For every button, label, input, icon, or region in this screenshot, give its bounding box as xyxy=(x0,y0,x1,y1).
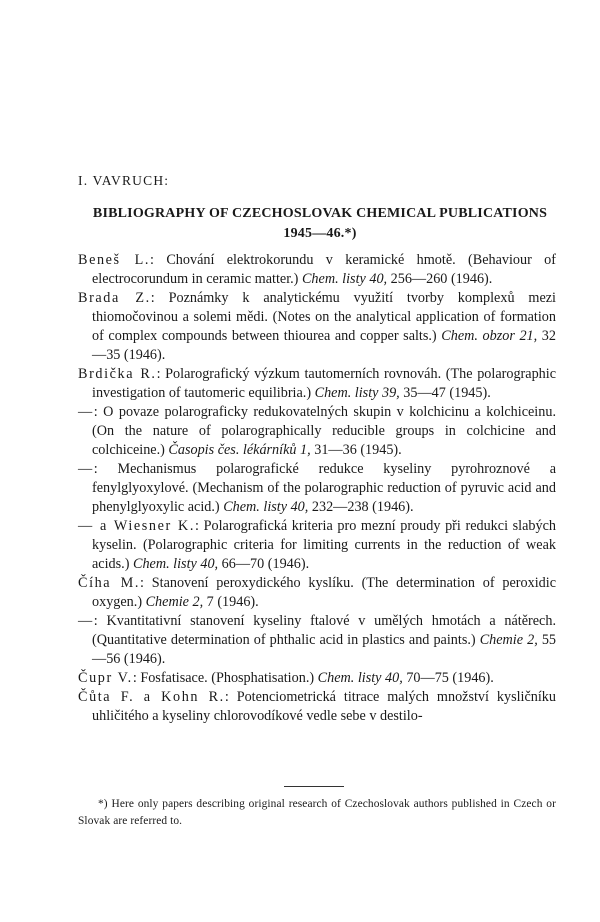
bibliography-list xyxy=(78,251,556,726)
footnote-text: *) Here only papers describing original research of Czechoslovak authors published in Czech or Slovak are referred to. xyxy=(78,798,556,827)
entry-author: Brdička R. xyxy=(78,366,157,382)
entry-pages: 55—56 (1946). xyxy=(92,632,557,667)
entry-pages: 232—238 (1946). xyxy=(308,499,414,515)
article-author: I. VAVRUCH: xyxy=(78,173,170,188)
bibliography-entry xyxy=(78,251,556,289)
entry-text: : Potenciometrická titrace malých množství kysličníku uhličitého a kyseliny chlorovodíkové vedle sebe v destilo- xyxy=(92,689,556,724)
entry-text: : Stanovení peroxydického kyslíku. (The determination of peroxidic oxygen.) xyxy=(92,575,556,610)
entry-author: Čůta F. a Kohn R. xyxy=(78,689,225,705)
entry-author: — xyxy=(78,404,94,420)
entry-text: : O povaze polarograficky redukovatelných skupin v kolchicinu a kolchiceinu. (On the nature of polarographically reducible groups in colchicine and colchiceine.) xyxy=(92,404,556,458)
entry-source: Chem. listy 39, xyxy=(314,385,400,401)
entry-source: Chem. listy 40, xyxy=(317,670,403,686)
entry-author: Čupr V. xyxy=(78,670,133,686)
entry-pages: 31—36 (1945). xyxy=(310,442,402,458)
entry-author: Číha M. xyxy=(78,575,140,591)
bibliography-entry xyxy=(78,688,556,726)
entry-pages: 7 (1946). xyxy=(203,594,259,610)
entry-author: — xyxy=(78,461,94,477)
entry-author: — a Wiesner K. xyxy=(78,518,196,534)
entry-author: — xyxy=(78,613,94,629)
bibliography-entry xyxy=(78,669,556,688)
bibliography-entry xyxy=(78,365,556,403)
entry-source: Chem. obzor 21, xyxy=(441,328,538,344)
entry-pages: 32—35 (1946). xyxy=(92,328,556,363)
entry-author: Brada Z. xyxy=(78,290,151,306)
bibliography-entry xyxy=(78,460,556,517)
bibliography-entry xyxy=(78,289,556,365)
bibliography-entry xyxy=(78,574,556,612)
entry-source: Časopis čes. lékárníků 1, xyxy=(168,442,311,458)
bibliography-entry xyxy=(78,403,556,460)
entry-text: : Chování elektrokorundu v keramické hmotě. (Behaviour of electrocorundum in ceramic matter.) xyxy=(92,252,556,287)
title-line-1: BIBLIOGRAPHY OF CZECHOSLOVAK CHEMICAL PUBLICATIONS xyxy=(92,206,548,221)
entry-author: Beneš L. xyxy=(78,252,151,268)
footnote xyxy=(78,796,556,830)
entry-pages: 66—70 (1946). xyxy=(218,556,310,572)
entry-source: Chem. listy 40, xyxy=(223,499,309,515)
entry-pages: 35—47 (1945). xyxy=(399,385,491,401)
footnote-divider xyxy=(284,786,344,787)
entry-source: Chem. listy 40, xyxy=(301,271,388,287)
entry-source: Chemie 2, xyxy=(145,594,204,610)
entry-text: : Polarografická kriteria pro mezní proudy při redukci slabých kyselin. (Polarographic criteria for limiting currents in the reduction of weak acids.) xyxy=(92,518,556,572)
entry-pages: 70—75 (1946). xyxy=(402,670,494,686)
article-title xyxy=(80,204,560,244)
entry-text: : Polarografický výzkum tautomerních rovnováh. (The polarographic investigation of tautomeric equilibria.) xyxy=(92,366,556,401)
title-line-2: 1945—46.*) xyxy=(283,226,357,241)
bibliography-entry xyxy=(78,612,556,669)
entry-source: Chem. listy 40, xyxy=(132,556,219,572)
entry-text: : Mechanismus polarografické redukce kyseliny pyrohroznové a fenylglyoxylové. (Mechanism of the polarographic reduction of pyruvic acid and phenylglyoxylic acid.) xyxy=(92,461,556,515)
entry-text: : Kvantitativní stanovení kyseliny ftalové v umělých hmotách a nátěrech. (Quantitative determination of phthalic acid in plastics and paints.) xyxy=(92,613,556,648)
bibliography-entry xyxy=(78,517,556,574)
entry-source: Chemie 2, xyxy=(479,632,538,648)
entry-pages: 256—260 (1946). xyxy=(387,271,493,287)
entry-text: : Fosfatisace. (Phosphatisation.) xyxy=(132,670,318,686)
entry-text: : Poznámky k analytickému využití tvorby komplexů mezi thiomočovinou a solemi mědi. (Notes on the analytical application of formation of complex compounds between thiourea and copper salts.) xyxy=(92,290,556,344)
